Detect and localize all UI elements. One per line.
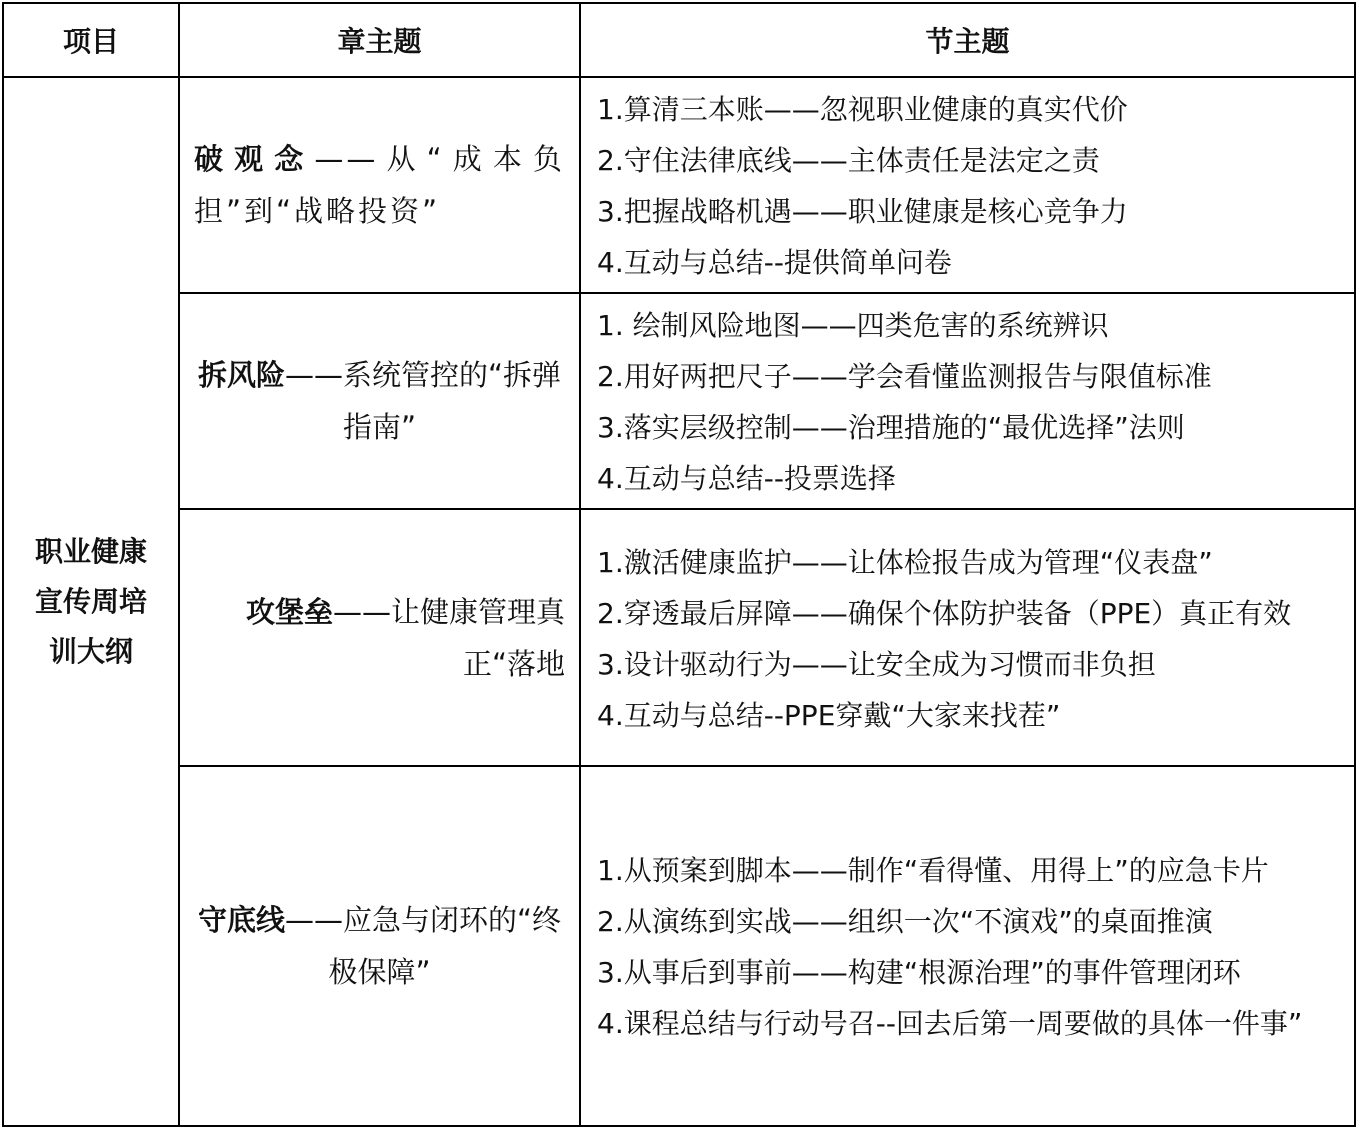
chapter-cell — [179, 293, 580, 509]
sections-cell — [580, 766, 1355, 1126]
training-outline-table — [2, 2, 1356, 1127]
project-name: 职业健康宣传周培训大纲 — [34, 534, 147, 668]
chapter-cell — [179, 766, 580, 1126]
chapter-title: 拆风险 — [197, 358, 285, 392]
chapter-row-1 — [3, 77, 1355, 293]
header-project: 项目 — [3, 3, 179, 77]
chapter-cell — [179, 77, 580, 293]
chapter-cell — [179, 509, 580, 766]
header-chapter: 章主题 — [179, 3, 580, 77]
section-item: 1. 绘制风险地图——四类危害的系统辨识 — [597, 309, 1109, 342]
section-item: 2.穿透最后屏障——确保个体防护装备（PPE）真正有效 — [597, 596, 1292, 630]
chapter-subtitle: ——从“成本负担”到“战略投资” — [194, 142, 565, 228]
header-row — [3, 3, 1355, 77]
sections-cell — [580, 509, 1355, 766]
section-item: 4.课程总结与行动号召--回去后第一周要做的具体一件事” — [597, 1007, 1303, 1040]
chapter-subtitle: ——让健康管理真正“落地 — [332, 594, 565, 681]
section-item: 4.互动与总结--提供简单问卷 — [597, 246, 952, 279]
section-item: 1.激活健康监护——让体检报告成为管理“仪表盘” — [597, 545, 1213, 579]
section-item: 3.落实层级控制——治理措施的“最优选择”法则 — [597, 411, 1185, 444]
chapter-row-2 — [3, 293, 1355, 509]
chapter-text — [194, 349, 565, 453]
chapter-text — [194, 894, 565, 998]
section-item: 4.互动与总结--投票选择 — [597, 462, 896, 495]
chapter-subtitle: ——系统管控的“拆弹指南” — [284, 358, 562, 444]
section-item: 1.从预案到脚本——制作“看得懂、用得上”的应急卡片 — [597, 854, 1269, 887]
section-item: 3.设计驱动行为——让安全成为习惯而非负担 — [597, 647, 1156, 681]
sections-cell — [580, 293, 1355, 509]
chapter-title: 攻堡垒 — [245, 594, 333, 629]
section-item: 2.用好两把尺子——学会看懂监测报告与限值标准 — [597, 360, 1212, 393]
section-item: 1.算清三本账——忽视职业健康的真实代价 — [597, 93, 1128, 126]
chapter-title: 破观念 — [194, 142, 315, 176]
section-item: 2.守住法律底线——主体责任是法定之责 — [597, 144, 1100, 177]
section-item: 3.从事后到事前——构建“根源治理”的事件管理闭环 — [597, 956, 1241, 989]
section-item: 2.从演练到实战——组织一次“不演戏”的桌面推演 — [597, 905, 1213, 938]
chapter-text — [194, 133, 565, 237]
chapter-row-3 — [3, 509, 1355, 766]
section-item: 4.互动与总结--PPE穿戴“大家来找茬” — [597, 698, 1061, 732]
chapter-row-4 — [3, 766, 1355, 1126]
sections-cell — [580, 77, 1355, 293]
project-cell — [3, 77, 179, 1126]
chapter-text — [194, 586, 565, 690]
chapter-title: 守底线 — [197, 903, 285, 937]
chapter-subtitle: ——应急与闭环的“终极保障” — [284, 903, 562, 989]
section-item: 3.把握战略机遇——职业健康是核心竞争力 — [597, 195, 1128, 228]
header-section: 节主题 — [580, 3, 1355, 77]
